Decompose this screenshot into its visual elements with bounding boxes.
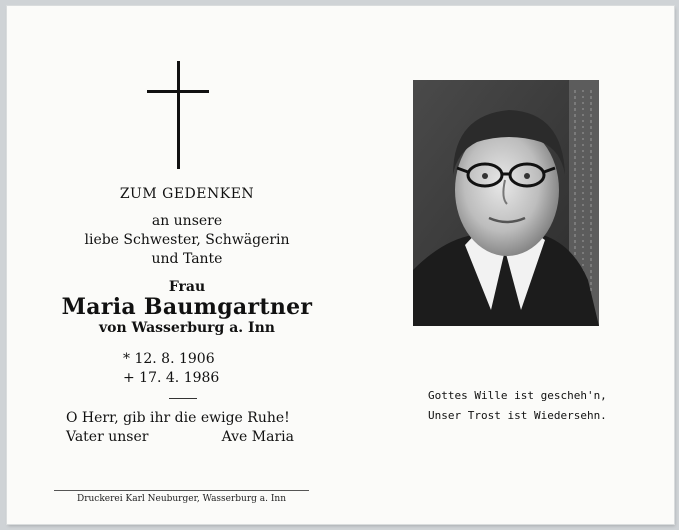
verse-line: Unser Trost ist Wiedersehn. xyxy=(428,409,607,422)
cross-horizontal-bar xyxy=(147,90,209,93)
divider xyxy=(169,398,197,399)
dedication-text xyxy=(67,212,307,269)
printer-divider xyxy=(54,490,309,491)
portrait-image xyxy=(413,80,599,326)
death-date: + 17. 4. 1986 xyxy=(123,370,220,386)
life-dates xyxy=(123,350,219,388)
cross-icon xyxy=(147,61,209,169)
prayer-line: O Herr, gib ihr die ewige Ruhe! xyxy=(66,410,290,426)
prayer-text xyxy=(66,409,306,447)
dedication-line: an unsere xyxy=(151,213,223,229)
dedication-line: liebe Schwester, Schwägerin xyxy=(84,232,290,248)
dedication-line: und Tante xyxy=(151,251,223,267)
honorific: Frau xyxy=(168,279,206,295)
prayer-names xyxy=(66,428,294,447)
memorial-card xyxy=(7,6,674,524)
hometown: von Wasserburg a. Inn xyxy=(99,320,275,336)
birth-date: * 12. 8. 1906 xyxy=(123,351,215,367)
deceased-name: Maria Baumgartner xyxy=(61,294,313,320)
verse-line: Gottes Wille ist gescheh'n, xyxy=(428,389,607,402)
portrait-photo xyxy=(413,80,599,326)
verse xyxy=(428,386,607,426)
prayer-left: Vater unser xyxy=(66,429,149,445)
prayer-right: Ave Maria xyxy=(221,429,294,445)
printer-credit: Druckerei Karl Neuburger, Wasserburg a. Inn xyxy=(76,494,287,504)
cross-vertical-bar xyxy=(177,61,180,169)
memorial-heading: ZUM GEDENKEN xyxy=(119,186,255,202)
